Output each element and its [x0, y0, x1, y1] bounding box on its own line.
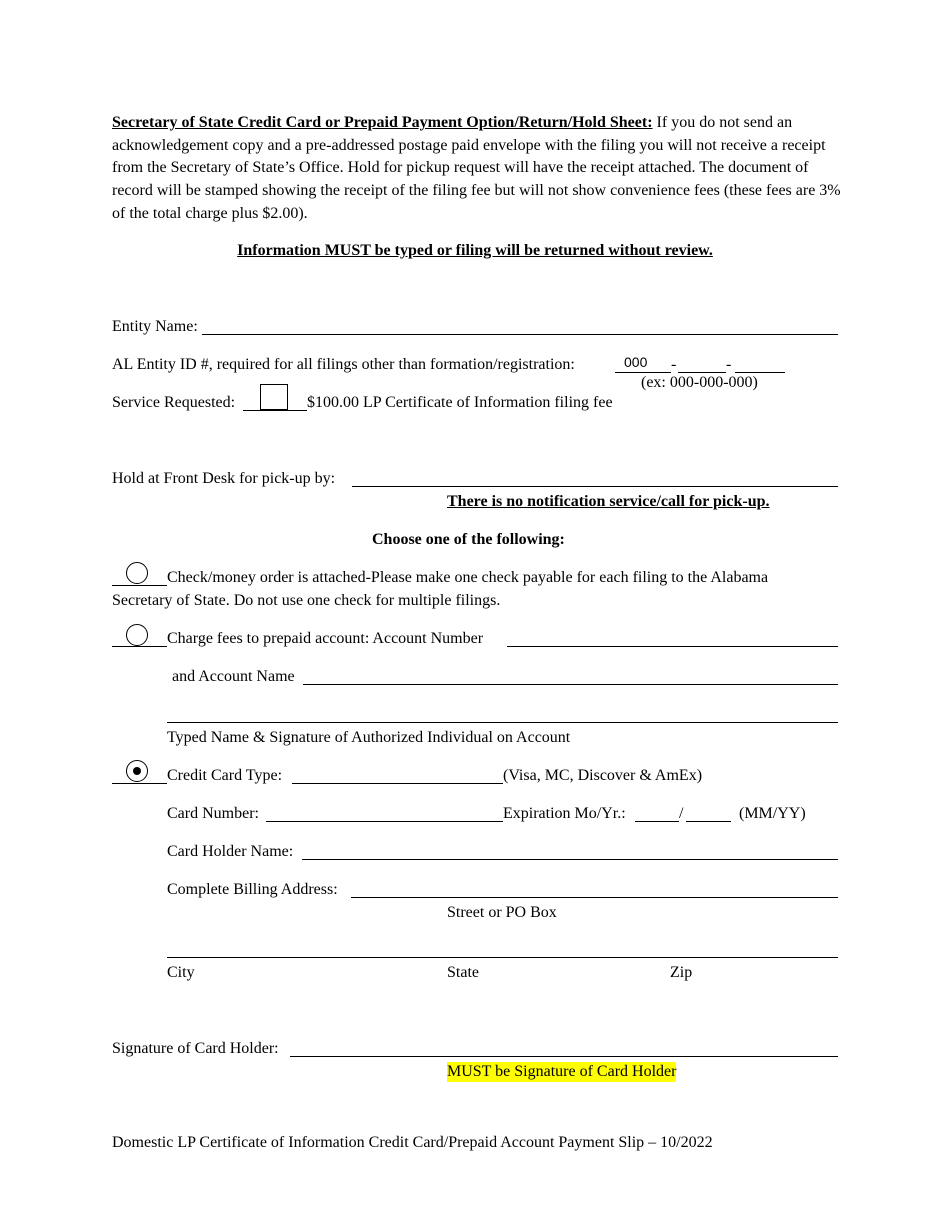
exp-format-hint: (MM/YY) [739, 805, 806, 822]
account-name-input[interactable] [306, 665, 835, 683]
typed-notice: Information MUST be typed or filing will be returned without review. [237, 242, 713, 259]
intro-paragraph [112, 112, 842, 226]
check-option-underline [112, 585, 167, 586]
card-holder-input[interactable] [305, 840, 835, 858]
entity-id-example: (ex: 000-000-000) [641, 374, 758, 391]
footer-text: Domestic LP Certificate of Information Credit Card/Prepaid Account Payment Slip – 10/2022 [112, 1134, 713, 1151]
exp-month-input[interactable] [637, 802, 677, 820]
card-holder-signature-input[interactable] [293, 1037, 835, 1055]
hold-input[interactable] [355, 467, 835, 485]
account-number-input[interactable] [510, 627, 835, 645]
service-checkbox[interactable] [260, 384, 288, 410]
radio-selected-dot [133, 767, 141, 775]
intro-body: If you do not send an acknowledgement copy and a pre-addressed postage paid envelope with the filing you will not receive a receipt from the Secretary of State’s Office. Hold for pickup request will have the receipt attached. The document of record will be stamped showing the receipt of the filing fee but will not show convenience fees (these fees are 3% of the total charge plus $2.00). [112, 114, 841, 222]
billing-address-label: Complete Billing Address: [167, 881, 338, 898]
authorized-signature-input[interactable] [170, 703, 835, 721]
card-type-hint: (Visa, MC, Discover & AmEx) [503, 767, 703, 784]
card-number-underline [266, 821, 503, 822]
choose-heading: Choose one of the following: [372, 531, 565, 548]
check-option-line1: Check/money order is attached-Please make one check payable for each filing to the Alabama [167, 569, 769, 586]
expiration-label: Expiration Mo/Yr.: [503, 805, 626, 822]
check-option-line2: Secretary of State. Do not use one check for multiple filings. [112, 592, 501, 609]
exp-year-underline [686, 821, 731, 822]
card-number-input[interactable] [269, 802, 500, 820]
city-state-zip-input[interactable] [170, 938, 835, 956]
card-type-input[interactable] [295, 764, 500, 782]
entity-id-label: AL Entity ID #, required for all filings other than formation/registration: [112, 356, 575, 373]
card-holder-underline [302, 859, 838, 860]
card-holder-name-label: Card Holder Name: [167, 843, 294, 860]
authorized-signature-line [167, 722, 838, 723]
entity-id-part2-input[interactable] [680, 353, 724, 371]
exp-month-underline [635, 821, 679, 822]
card-number-label: Card Number: [167, 805, 259, 822]
hold-underline [352, 486, 838, 487]
service-fee-text: $100.00 LP Certificate of Information filing fee [307, 394, 613, 411]
account-number-underline [507, 646, 838, 647]
entity-id-part3-input[interactable] [737, 353, 783, 371]
entity-id-sep1: - [671, 356, 677, 373]
street-caption: Street or PO Box [447, 904, 557, 921]
billing-address-underline [351, 897, 838, 898]
account-name-label: and Account Name [172, 668, 295, 685]
prepaid-option-underline [112, 646, 167, 647]
entity-name-underline [202, 334, 838, 335]
state-caption: State [447, 964, 479, 981]
authorized-signature-caption: Typed Name & Signature of Authorized Individual on Account [167, 729, 571, 746]
entity-id-sep2: - [726, 356, 732, 373]
card-holder-signature-line [290, 1056, 838, 1057]
service-underline [243, 410, 307, 411]
credit-option-underline [112, 783, 167, 784]
pickup-note: There is no notification service/call for pick-up. [447, 493, 770, 510]
intro-heading: Secretary of State Credit Card or Prepaid Payment Option/Return/Hold Sheet: [112, 114, 653, 131]
billing-street-input[interactable] [354, 878, 835, 896]
card-holder-signature-label: Signature of Card Holder: [112, 1040, 279, 1057]
city-state-zip-line [167, 957, 838, 958]
exp-year-input[interactable] [688, 802, 729, 820]
credit-option-radio[interactable] [126, 760, 148, 782]
entity-name-input[interactable] [205, 315, 835, 333]
prepaid-account-number-label: Charge fees to prepaid account: Account Number [167, 630, 484, 647]
entity-id-part1[interactable]: 000 [624, 354, 648, 370]
account-name-underline [303, 684, 838, 685]
card-type-underline [292, 783, 503, 784]
exp-separator: / [679, 805, 684, 822]
hold-label: Hold at Front Desk for pick-up by: [112, 470, 336, 487]
check-option-radio[interactable] [126, 562, 148, 584]
service-requested-label: Service Requested: [112, 394, 236, 411]
zip-caption: Zip [670, 964, 693, 981]
prepaid-option-radio[interactable] [126, 624, 148, 646]
entity-name-label: Entity Name: [112, 318, 198, 335]
city-caption: City [167, 964, 195, 981]
credit-card-type-label: Credit Card Type: [167, 767, 283, 784]
signature-warning: MUST be Signature of Card Holder [447, 1063, 677, 1080]
